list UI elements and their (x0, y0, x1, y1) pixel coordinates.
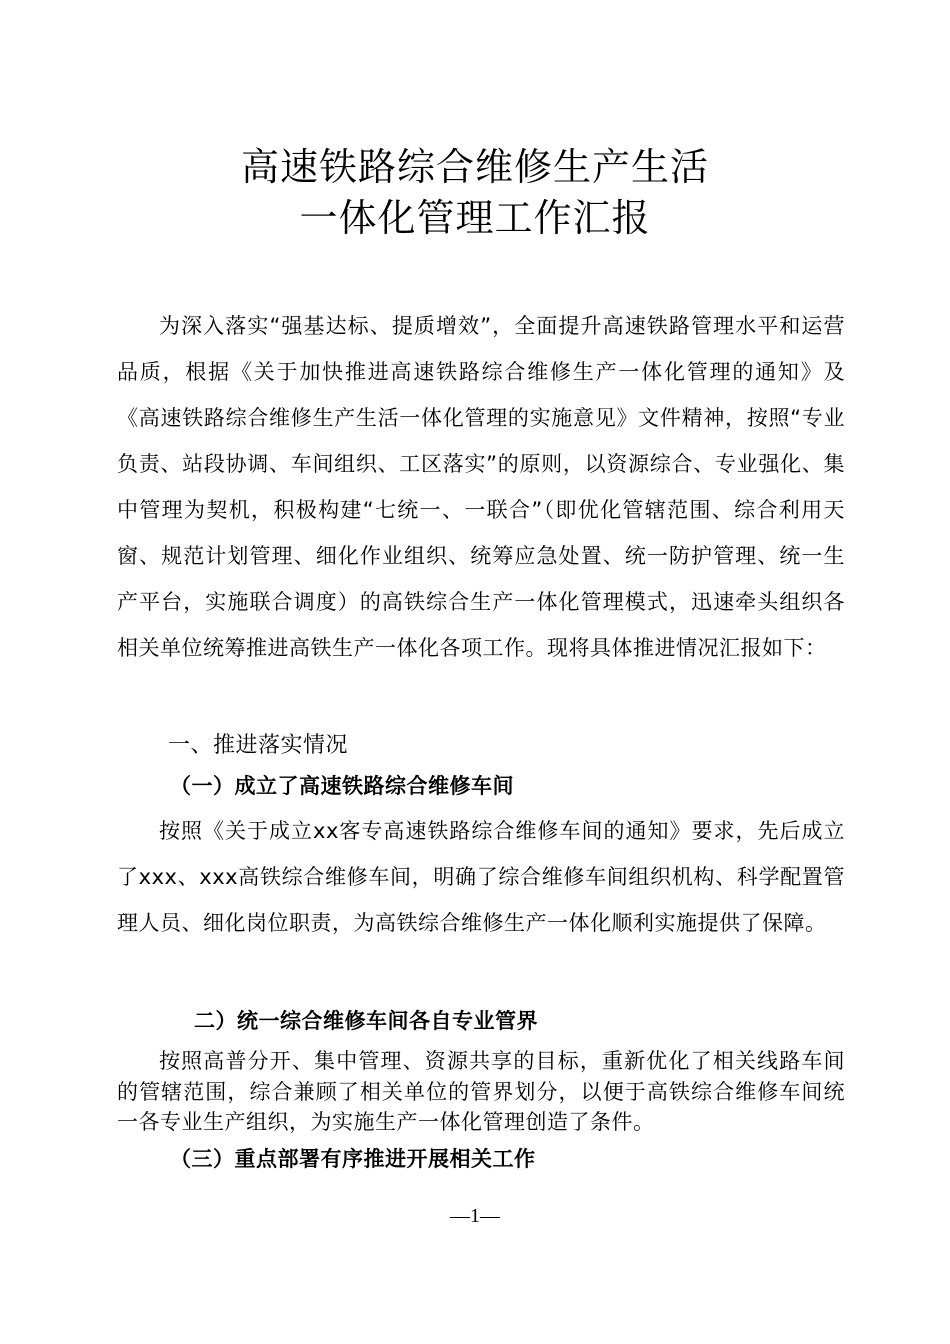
section-heading-1: 一、推进落实情况 (168, 733, 349, 758)
subsection-1-paragraph: 按照《关于成立xx客专高速铁路综合维修车间的通知》要求，先后成立了xxx、xxx高铁综合维修车间，明确了综合维修车间组织机构、科学配置管理人员、细化岗位职责，为高铁综合维修生产一体化顺利实施提供了保障。 (117, 819, 845, 935)
page-number: —1— (450, 1205, 500, 1227)
document-title-line-2: 一体化管理工作汇报 (299, 196, 651, 240)
subsection-heading-1: （一）成立了高速铁路综合维修车间 (170, 774, 514, 798)
document-title-line-1: 高速铁路综合维修生产生活 (240, 145, 709, 189)
subsection-2-paragraph: 按照高普分开、集中管理、资源共享的目标，重新优化了相关线路车间的管辖范围，综合兼顾了相关单位的管界划分，以便于高铁综合维修车间统一各专业生产组织，为实施生产一体化管理创造了条件。 (117, 1049, 845, 1134)
intro-paragraph: 为深入落实“强基达标、提质增效”，全面提升高速铁路管理水平和运营品质，根据《关于加快推进高速铁路综合维修生产一体化管理的通知》及《高速铁路综合维修生产生活一体化管理的实施意见》文件精神，按照“专业负责、站段协调、车间组织、工区落实”的原则，以资源综合、专业强化、集中管理为契机，积极构建“七统一、一联合”（即优化管辖范围、综合利用天窗、规范计划管理、细化作业组织、统筹应急处置、统一防护管理、统一生产平台，实施联合调度）的高铁综合生产一体化管理模式，迅速牵头组织各相关单位统筹推进高铁生产一体化各项工作。现将具体推进情况汇报如下： (117, 314, 845, 660)
subsection-heading-2: 二）统一综合维修车间各自专业管界 (194, 1009, 538, 1033)
subsection-heading-3: （三）重点部署有序推进开展相关工作 (170, 1147, 536, 1171)
